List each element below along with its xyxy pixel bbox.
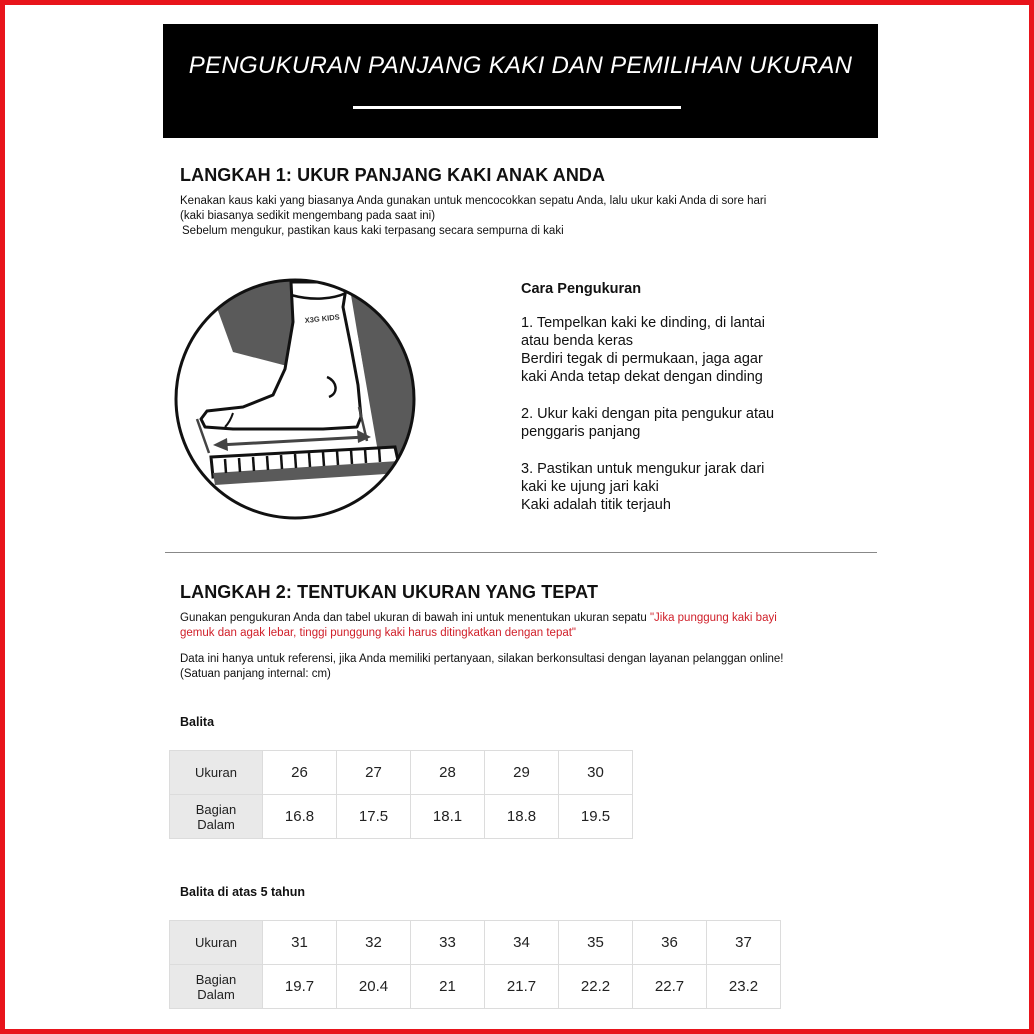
howto-item-1-line-3: Berdiri tegak di permukaan, jaga agar	[521, 351, 763, 367]
table2-inner-cell: 21.7	[485, 965, 559, 1009]
table2-size-row	[170, 921, 781, 965]
table2-size-cell: 36	[633, 921, 707, 965]
step2-heading: LANGKAH 2: TENTUKAN UKURAN YANG TEPAT	[180, 582, 599, 602]
table2-inner-cell: 22.7	[633, 965, 707, 1009]
table1-inner-cell: 16.8	[263, 795, 337, 839]
table1-size-cell: 27	[337, 751, 411, 795]
table1-size-cell: 26	[263, 751, 337, 795]
table1-inner-cell: 17.5	[337, 795, 411, 839]
table2-size-cell: 35	[559, 921, 633, 965]
table2-inner-cell: 19.7	[263, 965, 337, 1009]
step2-intro-red-1: "Jika punggung kaki bayi	[649, 612, 777, 624]
table2-size-cell: 31	[263, 921, 337, 965]
step2-note-2: (Satuan panjang internal: cm)	[180, 668, 331, 680]
howto-item-1-line-4: kaki Anda tetap dekat dengan dinding	[521, 369, 763, 385]
step1-heading: LANGKAH 1: UKUR PANJANG KAKI ANAK ANDA	[180, 165, 606, 185]
section-divider	[165, 552, 877, 553]
table1-inner-row	[170, 795, 633, 839]
sock-brand-label: X3G KIDS	[304, 312, 341, 325]
table1-size-row	[170, 751, 633, 795]
table1-inner-cell: 19.5	[559, 795, 633, 839]
table2-inner-cell: 21	[411, 965, 485, 1009]
table1-inner-cell: 18.1	[411, 795, 485, 839]
howto-item-3-line-2: kaki ke ujung jari kaki	[521, 479, 659, 495]
table1-size-cell: 28	[411, 751, 485, 795]
howto-item-1-line-2: atau benda keras	[521, 333, 634, 349]
step2-intro-line-1	[180, 611, 777, 626]
table2-size-label: Ukuran	[170, 921, 263, 965]
step1-line-2: (kaki biasanya sedikit mengembang pada saat ini)	[180, 210, 436, 222]
table1-size-label: Ukuran	[170, 751, 263, 795]
howto-item-2-line-1: 2. Ukur kaki dengan pita pengukur atau	[521, 406, 775, 422]
step2-intro-black: Gunakan pengukuran Anda dan tabel ukuran di bawah ini untuk menentukan ukuran sepatu	[180, 612, 650, 624]
table1-inner-label: Bagian Dalam	[170, 795, 263, 839]
howto-title: Cara Pengukuran	[521, 281, 642, 297]
table2-inner-row	[170, 965, 781, 1009]
table2-size-cell: 32	[337, 921, 411, 965]
title-banner	[163, 24, 878, 138]
table2-title: Balita di atas 5 tahun	[180, 885, 306, 899]
banner-title: PENGUKURAN PANJANG KAKI DAN PEMILIHAN UKURAN	[188, 52, 853, 79]
table2-size-cell: 34	[485, 921, 559, 965]
table2-inner-cell: 20.4	[337, 965, 411, 1009]
table2-inner-cell: 22.2	[559, 965, 633, 1009]
table2-size-cell: 33	[411, 921, 485, 965]
table2-inner-cell: 23.2	[707, 965, 781, 1009]
howto-item-3-line-1: 3. Pastikan untuk mengukur jarak dari	[521, 461, 765, 477]
howto-item-2-line-2: penggaris panjang	[521, 424, 641, 440]
howto-item-3-line-3: Kaki adalah titik terjauh	[521, 497, 671, 513]
howto-item-1-line-1: 1. Tempelkan kaki ke dinding, di lantai	[521, 315, 765, 331]
step1-line-1: Kenakan kaus kaki yang biasanya Anda gunakan untuk mencocokkan sepatu Anda, lalu ukur kaki Anda di sore hari	[180, 195, 767, 207]
banner-underline	[353, 106, 681, 109]
table1-title: Balita	[180, 715, 215, 729]
size-table-balita	[169, 750, 633, 839]
table1-inner-cell: 18.8	[485, 795, 559, 839]
table1-size-cell: 29	[485, 751, 559, 795]
table2-inner-label: Bagian Dalam	[170, 965, 263, 1009]
step2-note-1: Data ini hanya untuk referensi, jika Anda memiliki pertanyaan, silakan berkonsultasi dengan layanan pelanggan online!	[180, 653, 784, 665]
table1-size-cell: 30	[559, 751, 633, 795]
foot-measuring-illustration	[173, 277, 423, 523]
step2-intro-red-2: gemuk dan agak lebar, tinggi punggung kaki harus ditingkatkan dengan tepat"	[180, 627, 577, 639]
size-table-balita-5plus	[169, 920, 781, 1009]
table2-size-cell: 37	[707, 921, 781, 965]
step1-line-3: Sebelum mengukur, pastikan kaus kaki terpasang secara sempurna di kaki	[182, 225, 564, 237]
